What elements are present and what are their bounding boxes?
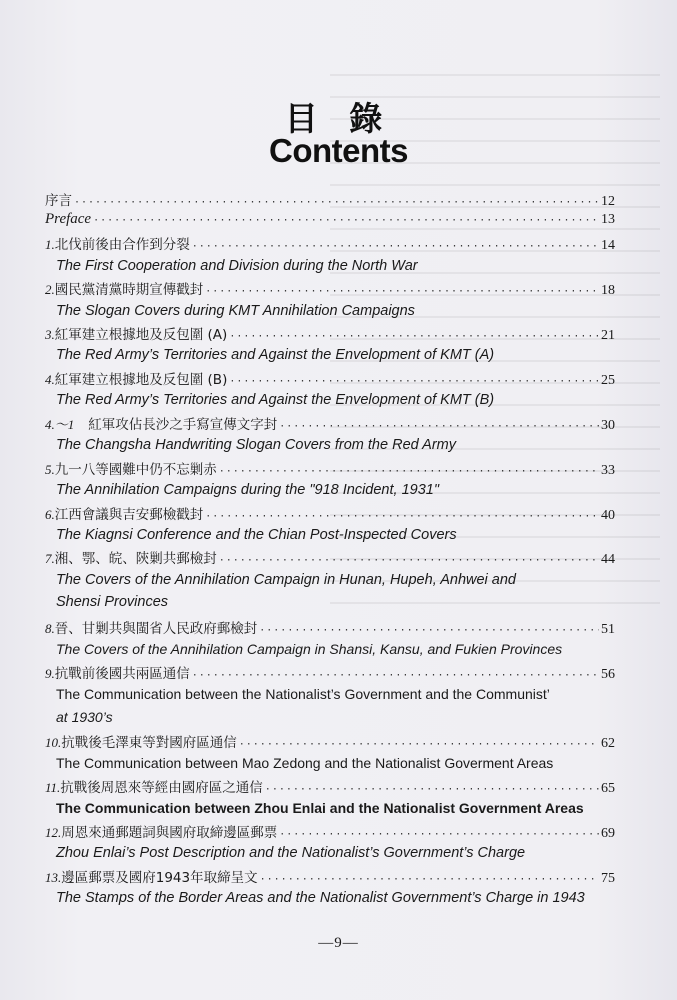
toc-page-number: 18 xyxy=(601,283,615,298)
toc-subtitle-en: The Stamps of the Border Areas and the Nationalist Government’s Charge in 1943 xyxy=(56,890,585,906)
leader-dots xyxy=(93,215,599,226)
toc-page-number: 69 xyxy=(601,826,615,841)
leader-dots xyxy=(192,670,599,681)
leader-dots xyxy=(259,625,599,636)
toc-page-number: 33 xyxy=(601,463,615,478)
toc-title-en: Preface xyxy=(45,211,92,227)
toc-page-number: 13 xyxy=(601,212,615,227)
toc-page-number: 30 xyxy=(601,418,615,433)
toc-page-number: 44 xyxy=(601,552,615,567)
toc-number: 4.～1 xyxy=(45,417,75,432)
toc-subtitle-en: The Red Army’s Territories and Against the Envelopment of KMT (B) xyxy=(56,392,495,408)
page-title-english: Contents xyxy=(269,132,408,169)
toc-subtitle-en: The Annihilation Campaigns during the "918 Incident, 1931" xyxy=(56,482,439,498)
toc-subtitle-en-continued: at 1930’s xyxy=(56,709,113,725)
toc-line-preface-en[interactable] xyxy=(45,211,615,233)
toc-line-12[interactable] xyxy=(45,821,615,843)
toc-subtitle-en: The Communication between Mao Zedong and the Nationalist Goverment Areas xyxy=(56,755,554,771)
leader-dots xyxy=(219,466,599,477)
toc-line-3[interactable] xyxy=(45,323,615,345)
toc-line-4[interactable] xyxy=(45,368,615,390)
toc-line-13[interactable] xyxy=(45,866,615,888)
toc-page-number: 25 xyxy=(601,373,615,388)
toc-title-zh: 邊區郵票及國府1943年取締呈文 xyxy=(61,870,258,886)
toc-subtitle-en: The Covers of the Annihilation Campaign in Shansi, Kansu, and Fukien Provinces xyxy=(56,641,563,657)
leader-dots xyxy=(219,555,599,566)
toc-page-number: 21 xyxy=(601,328,615,343)
toc-subtitle-en: The Communication between Zhou Enlai and the Nationalist Government Areas xyxy=(56,800,584,816)
toc-number: 4. xyxy=(45,372,55,387)
leader-dots xyxy=(260,874,599,885)
toc-number: 10. xyxy=(45,735,62,750)
toc-number: 11. xyxy=(45,780,61,795)
toc-page-number: 51 xyxy=(601,622,615,637)
toc-line-7[interactable] xyxy=(45,547,615,569)
toc-subtitle-en: The Changsha Handwriting Slogan Covers from the Red Army xyxy=(56,437,457,453)
toc-title-zh: 抗戰後周恩來等經由國府區之通信 xyxy=(60,780,263,796)
toc-number: 7. xyxy=(45,551,55,566)
toc-page-number: 65 xyxy=(601,781,615,796)
toc-number: 5. xyxy=(45,462,55,477)
toc-title-zh: 序言 xyxy=(45,193,72,209)
toc-page-number: 56 xyxy=(601,667,615,682)
toc-subtitle-en: The Covers of the Annihilation Campaign in Hunan, Hupeh, Anhwei and xyxy=(56,572,516,588)
toc-subtitle-en: The Kiagnsi Conference and the Chian Post-Inspected Covers xyxy=(56,527,457,543)
toc-title-zh: 北伐前後由合作到分裂 xyxy=(54,237,190,253)
toc-line-8[interactable] xyxy=(45,617,615,639)
leader-dots xyxy=(205,511,599,522)
page-number: —9— xyxy=(318,935,359,951)
toc-page-number: 12 xyxy=(601,194,615,209)
toc-subtitle-en: The Red Army’s Territories and Against the Envelopment of KMT (A) xyxy=(56,347,495,363)
toc-title-zh: 抗戰前後國共兩區通信 xyxy=(54,666,190,682)
toc-number: 2. xyxy=(45,282,55,297)
toc-number: 6. xyxy=(45,507,55,522)
toc-subtitle-en: The Communication between the Nationalist’s Government and the Communist’ xyxy=(56,686,550,702)
toc-page-number: 75 xyxy=(601,871,615,886)
toc-number: 9. xyxy=(45,666,55,681)
leader-dots xyxy=(205,286,599,297)
toc-number: 8. xyxy=(45,621,55,636)
toc-number: 1. xyxy=(45,237,55,252)
toc-title-zh: 湘、鄂、皖、陝剿共郵檢封 xyxy=(54,551,217,567)
toc-subtitle-en: Zhou Enlai’s Post Description and the Nationalist’s Government’s Charge xyxy=(56,845,526,861)
leader-dots xyxy=(229,331,599,342)
toc-line-9[interactable] xyxy=(45,662,615,684)
toc-title-zh: 紅軍攻佔長沙之手寫宣傳文字封 xyxy=(88,417,278,433)
toc-number: 13. xyxy=(45,870,62,885)
toc-page-number: 62 xyxy=(601,736,615,751)
toc-line-preface-zh[interactable] xyxy=(45,189,615,211)
toc-title-zh: 紅軍建立根據地及反包圍 (B) xyxy=(54,372,228,388)
toc-line-5[interactable] xyxy=(45,458,615,480)
toc-subtitle-en: The Slogan Covers during KMT Annihilation Campaigns xyxy=(56,303,415,319)
leader-dots xyxy=(279,421,599,432)
leader-dots xyxy=(74,197,599,208)
toc-title-zh: 江西會議與吉安郵檢戳封 xyxy=(54,507,204,523)
toc-page-number: 14 xyxy=(601,238,615,253)
toc-title-zh: 九一八等國難中仍不忘剿赤 xyxy=(54,462,217,478)
toc-title-zh: 周恩來通郵題詞與國府取締邊區郵票 xyxy=(61,825,278,841)
toc-line-4-1[interactable] xyxy=(45,413,615,435)
leader-dots xyxy=(279,829,599,840)
toc-line-10[interactable] xyxy=(45,731,615,753)
page-title-chinese: 目 錄 xyxy=(284,99,393,138)
toc-line-1[interactable] xyxy=(45,233,615,255)
toc-line-6[interactable] xyxy=(45,503,615,525)
toc-page-number: 40 xyxy=(601,508,615,523)
leader-dots xyxy=(229,376,599,387)
toc-title-zh: 國民黨清黨時期宣傳戳封 xyxy=(54,282,204,298)
toc-subtitle-en: The First Cooperation and Division during the North War xyxy=(56,258,418,274)
toc-number: 12. xyxy=(45,825,62,840)
leader-dots xyxy=(265,784,599,795)
toc-number: 3. xyxy=(45,327,55,342)
toc-title-zh: 抗戰後毛澤東等對國府區通信 xyxy=(61,735,237,751)
leader-dots xyxy=(192,241,599,252)
toc-line-2[interactable] xyxy=(45,278,615,300)
toc-title-zh: 晉、甘剿共與閩省人民政府郵檢封 xyxy=(54,621,258,637)
leader-dots xyxy=(239,739,599,750)
toc-line-11[interactable] xyxy=(45,776,615,798)
toc-subtitle-en-continued: Shensi Provinces xyxy=(56,594,169,610)
toc-title-zh: 紅軍建立根據地及反包圍 (A) xyxy=(54,327,228,343)
